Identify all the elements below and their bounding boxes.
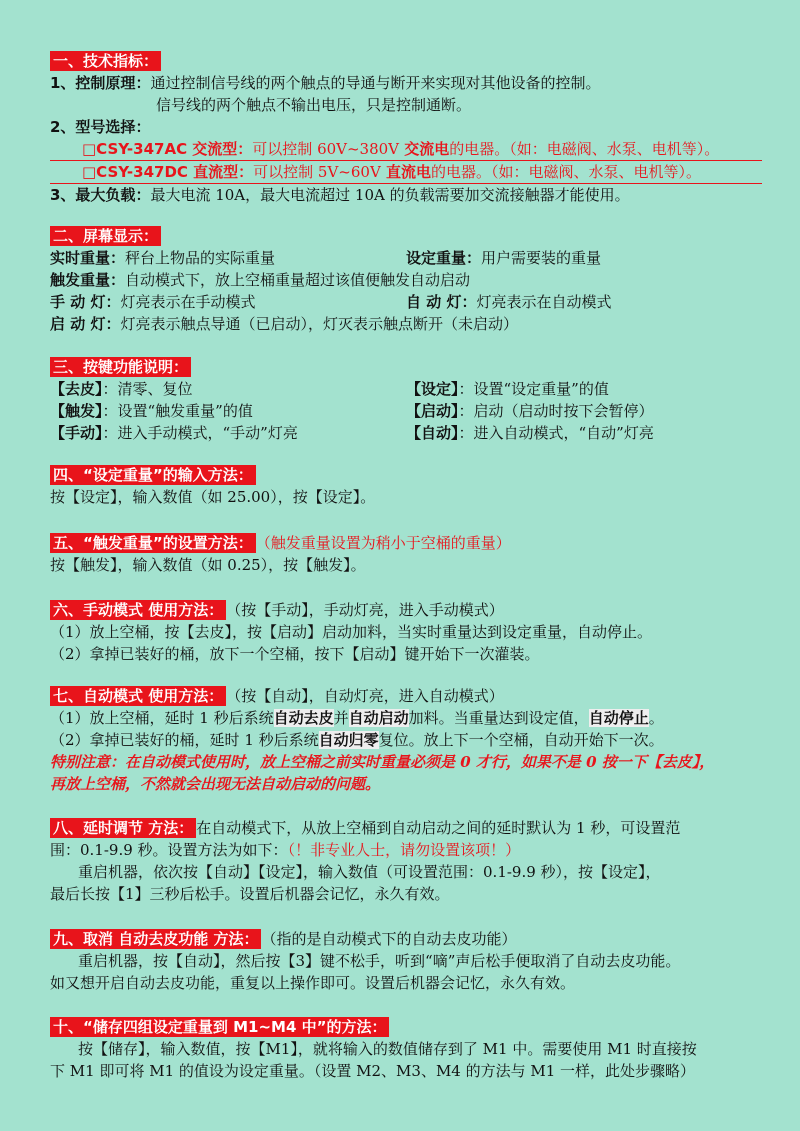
manual-step-2: （2）拿掉已装好的桶，放下一个空桶，按下【启动】键开始下一次灌装。 — [50, 645, 540, 663]
auto-tare-highlight: 自动去皮 — [273, 709, 334, 727]
set-weight-steps: 按【设定】，输入数值（如 25.00），按【设定】。 — [50, 488, 376, 506]
key-set-desc: ：设置“设定重量”的值 — [458, 380, 609, 398]
section-title: 八、延时调节 方法： — [50, 818, 196, 838]
section-screen-display — [50, 225, 770, 335]
trigger-weight-label: 触发重量： — [50, 271, 126, 289]
section-title: 六、手动模式 使用方法： — [50, 600, 226, 620]
cancel-tare-restore: 如又想开启自动去皮功能，重复以上操作即可。设置后机器会记忆，永久有效。 — [50, 974, 576, 992]
store-steps-2: 下 M1 即可将 M1 的值设为设定重量。（设置 M2、M3、M4 的方法与 M1 一样，此处步骤略） — [50, 1062, 696, 1080]
section-title: 十、“储存四组设定重量到 M1~M4 中”的方法： — [50, 1017, 389, 1037]
manual-light-label: 手 动 灯： — [50, 293, 121, 311]
section-technical-specs — [50, 50, 770, 206]
max-load-label: 3、最大负载： — [50, 186, 151, 204]
section-cancel-auto-tare — [50, 928, 770, 994]
key-trigger-desc: ：设置“触发重量”的值 — [102, 402, 253, 420]
control-principle-label: 1、控制原理： — [50, 74, 151, 92]
section-title: 九、取消 自动去皮功能 方法： — [50, 929, 261, 949]
section-store-weights — [50, 1016, 770, 1082]
trigger-note: （触发重量设置为稍小于空桶的重量） — [255, 534, 511, 552]
auto-step-1 — [50, 707, 770, 729]
manual-light-text: 灯亮表示在手动模式 — [120, 293, 256, 311]
section-title: 五、“触发重量”的设置方法： — [50, 533, 256, 553]
auto-step-1-e: 加料。当重量达到设定值， — [408, 709, 589, 727]
realtime-weight-text: 秤台上物品的实际重量 — [125, 249, 276, 267]
section-title: 二、屏幕显示： — [50, 226, 161, 246]
set-weight-label: 设定重量： — [406, 249, 482, 267]
key-set: 【设定】 — [406, 380, 459, 398]
key-auto: 【自动】 — [406, 424, 459, 442]
max-load-text: 最大电流 10A，最大电流超过 10A 的负载需要加交流接触器才能使用。 — [150, 186, 630, 204]
control-principle-note: 信号线的两个触点不输出电压，只是控制通断。 — [156, 96, 472, 114]
store-steps-1: 按【储存】，输入数值，按【M1】，就将输入的数值储存到了 M1 中。需要使用 M1 时直接按 — [78, 1040, 697, 1058]
auto-step-2 — [50, 729, 770, 751]
model-ac-type: 交流电 — [399, 140, 450, 158]
delay-warning: （！非专业人士，请勿设置该项！） — [287, 841, 521, 859]
auto-light-text: 灯亮表示在自动模式 — [476, 293, 612, 311]
section-delay-adjust — [50, 817, 770, 905]
trigger-weight-text: 自动模式下，放上空桶重量超过该值便触发自动启动 — [125, 271, 471, 289]
cancel-tare-steps: 重启机器，按【自动】，然后按【3】键不松手，听到“嘀”声后松手便取消了自动去皮功能。 — [78, 952, 681, 970]
auto-step-1-c: 并 — [333, 709, 349, 727]
model-select-label: 2、型号选择： — [50, 118, 151, 136]
model-ac-name: □CSY-347AC 交流型： — [82, 140, 253, 158]
set-weight-text: 用户需要装的重量 — [481, 249, 602, 267]
model-dc-desc: 的电器。（如：电磁阀、水泵、电机等）。 — [431, 163, 702, 181]
auto-mode-note: （按【自动】，自动灯亮，进入自动模式） — [226, 687, 504, 705]
model-ac-line — [50, 138, 762, 161]
section-title: 一、技术指标： — [50, 51, 161, 71]
model-ac-desc: 的电器。（如：电磁阀、水泵、电机等）。 — [449, 140, 720, 158]
section-trigger-weight-setting — [50, 532, 770, 576]
model-dc-name: □CSY-347DC 直流型： — [82, 163, 254, 181]
key-start: 【启动】 — [406, 402, 459, 420]
manual-step-1: （1）放上空桶，按【去皮】，按【启动】启动加料，当实时重量达到设定重量，自动停止。 — [50, 623, 653, 641]
key-manual-desc: ：进入手动模式，“手动”灯亮 — [102, 424, 298, 442]
special-warning-2: 再放上空桶，不然就会出现无法自动启动的问题。 — [50, 775, 381, 793]
auto-zero-highlight: 自动归零 — [318, 731, 379, 749]
control-principle-text: 通过控制信号线的两个触点的导通与断开来实现对其他设备的控制。 — [150, 74, 601, 92]
auto-light-label: 自 动 灯： — [406, 293, 477, 311]
section-manual-mode — [50, 599, 770, 665]
section-title: 七、自动模式 使用方法： — [50, 686, 226, 706]
delay-text-1: 在自动模式下，从放上空桶到自动启动之间的延时默认为 1 秒，可设置范 — [196, 819, 681, 837]
realtime-weight-label: 实时重量： — [50, 249, 126, 267]
model-dc-line — [50, 161, 762, 184]
delay-steps-end: 最后长按【1】三秒后松手。设置后机器会记忆，永久有效。 — [50, 885, 450, 903]
auto-step-1-g: 。 — [648, 709, 664, 727]
model-ac-range: 可以控制 60V~380V — [252, 140, 400, 158]
key-tare: 【去皮】 — [50, 380, 103, 398]
auto-step-2-c: 复位。放上下一个空桶，自动开始下一次。 — [378, 731, 664, 749]
key-tare-desc: ：清零、复位 — [102, 380, 193, 398]
auto-stop-highlight: 自动停止 — [588, 709, 649, 727]
section-set-weight-input — [50, 464, 770, 508]
model-dc-type: 直流电 — [380, 163, 432, 181]
model-dc-range: 可以控制 5V~60V — [253, 163, 381, 181]
key-trigger: 【触发】 — [50, 402, 103, 420]
section-auto-mode — [50, 685, 770, 795]
trigger-weight-steps: 按【触发】，输入数值（如 0.25），按【触发】。 — [50, 556, 366, 574]
key-start-desc: ：启动（启动时按下会暂停） — [458, 402, 654, 420]
delay-steps: 重启机器，依次按【自动】【设定】，输入数值（可设置范围：0.1-9.9 秒），按【设定】， — [78, 863, 661, 881]
section-title: 三、按键功能说明： — [50, 357, 191, 377]
delay-text-2: 围：0.1-9.9 秒。设置方法为如下： — [50, 841, 288, 859]
special-warning-1: 特别注意：在自动模式使用时，放上空桶之前实时重量必须是 0 才行，如果不是 0 按一下【去皮】， — [50, 753, 715, 771]
section-title: 四、“设定重量”的输入方法： — [50, 465, 256, 485]
cancel-tare-note: （指的是自动模式下的自动去皮功能） — [261, 930, 517, 948]
start-light-label: 启 动 灯： — [50, 315, 121, 333]
section-key-functions — [50, 356, 770, 444]
key-auto-desc: ：进入自动模式，“自动”灯亮 — [458, 424, 654, 442]
auto-start-highlight: 自动启动 — [348, 709, 409, 727]
key-manual: 【手动】 — [50, 424, 103, 442]
start-light-text: 灯亮表示触点导通（已启动），灯灭表示触点断开（未启动） — [120, 315, 518, 333]
manual-mode-note: （按【手动】，手动灯亮，进入手动模式） — [226, 601, 504, 619]
auto-step-2-a: （2）拿掉已装好的桶，延时 1 秒后系统 — [50, 731, 319, 749]
auto-step-1-a: （1）放上空桶，延时 1 秒后系统 — [50, 709, 274, 727]
